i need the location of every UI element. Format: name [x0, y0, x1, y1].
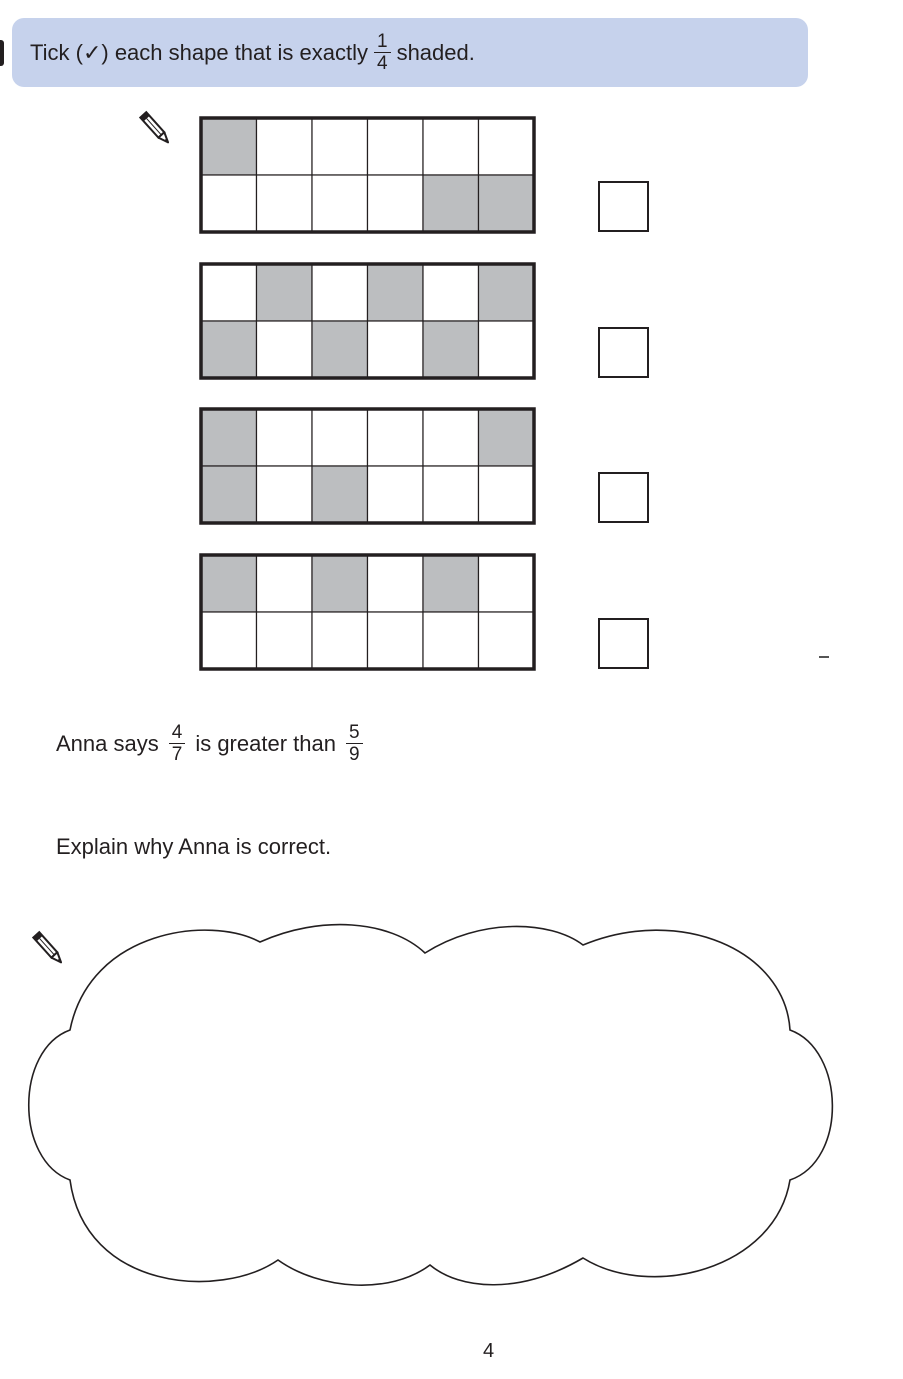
- fraction-numerator: 4: [171, 722, 183, 743]
- question-1-text-after: shaded.: [396, 39, 475, 65]
- fraction-denominator: 9: [346, 743, 363, 765]
- question-1-text-before: Tick (✓) each shape that is exactly: [30, 39, 368, 65]
- explanation-answer-field[interactable]: [110, 990, 794, 1224]
- fraction-denominator: 4: [374, 52, 391, 74]
- page-number: 4: [482, 1340, 495, 1362]
- question-2-text-start: Anna says: [56, 730, 159, 756]
- fraction-numerator: 1: [376, 31, 388, 52]
- fraction-denominator: 7: [169, 743, 186, 765]
- explain-instruction-text: Explain why Anna is correct.: [56, 834, 332, 859]
- fraction-numerator: 5: [348, 722, 360, 743]
- question-2-text-middle: is greater than: [195, 730, 336, 756]
